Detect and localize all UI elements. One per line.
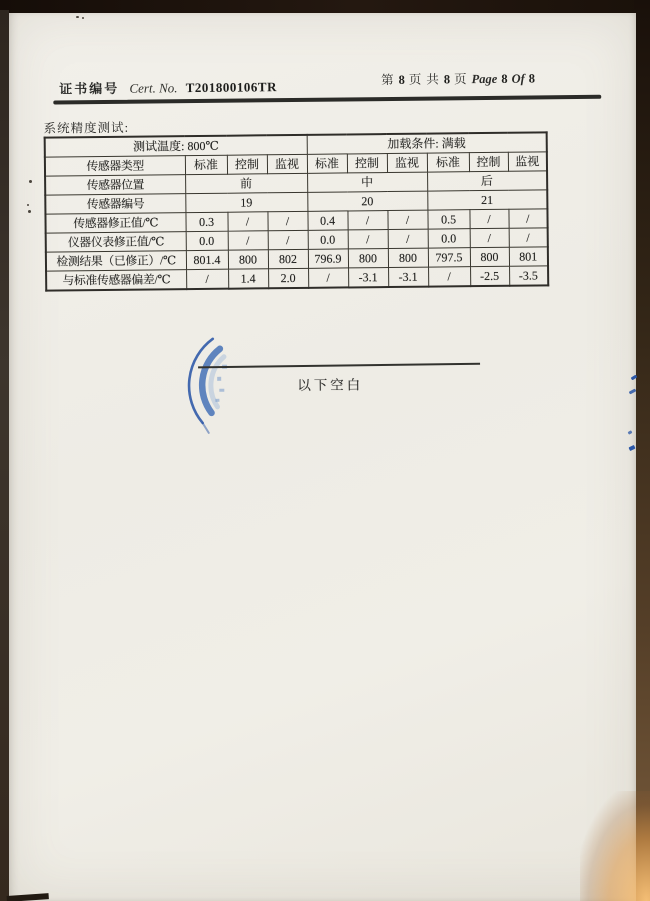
table-cell: / <box>268 230 308 249</box>
table-cell: 控制 <box>469 152 508 171</box>
table-cell: 监视 <box>387 153 427 172</box>
table-cell: 标准 <box>185 155 227 174</box>
page-content <box>4 6 640 901</box>
table-cell: -3.1 <box>348 268 388 288</box>
table-cell: 监视 <box>267 154 307 173</box>
table-cell: 19 <box>185 192 307 212</box>
dust-speck <box>28 210 31 213</box>
table-cell: 控制 <box>227 155 267 174</box>
table-cell: 801 <box>509 247 548 266</box>
table-cell: 后 <box>427 171 547 191</box>
table-cell: 800 <box>348 249 388 268</box>
page-info-segment: 第 <box>381 72 395 88</box>
table-cell: 2.0 <box>268 268 308 288</box>
paper-sheet <box>9 13 636 901</box>
table-cell: -2.5 <box>470 266 509 286</box>
table-cell: 1.4 <box>228 269 268 289</box>
table-cell: 中 <box>307 172 427 192</box>
dust-speck <box>76 16 79 18</box>
dust-speck <box>29 180 32 183</box>
table-cell: 加载条件: 满载 <box>307 132 547 154</box>
table-cell: 0.0 <box>308 230 348 249</box>
table-cell: / <box>470 228 509 247</box>
table-cell: 0.0 <box>186 231 228 250</box>
table-cell: 0.3 <box>185 212 227 231</box>
table-cell: / <box>267 211 307 230</box>
page-info-segment: 8 <box>443 72 451 87</box>
table-cell: 控制 <box>347 154 387 173</box>
table-cell: 0.0 <box>428 229 470 248</box>
row-label-cell: 传感器修正值/℃ <box>45 213 185 233</box>
page-info-segment: Page <box>471 71 498 87</box>
cert-label-zh: 证书编号 <box>59 80 120 97</box>
cert-label-en: Cert. No. <box>129 80 178 96</box>
table-cell: / <box>387 210 427 229</box>
table-cell: 800 <box>388 248 428 267</box>
page-info-segment: 8 <box>501 71 508 86</box>
table-cell: / <box>428 267 470 287</box>
table-cell: / <box>469 209 508 228</box>
page-info-segment: 共 <box>426 72 440 87</box>
table-cell: 20 <box>307 191 427 211</box>
table-cell: 前 <box>185 173 307 193</box>
section-title: 系统精度测试: <box>43 120 130 136</box>
page-info-segment: Of <box>511 71 525 86</box>
table-cell: / <box>509 228 548 247</box>
page-info-segment: 页 <box>408 72 423 87</box>
table-cell: 测试温度: 800℃ <box>45 135 307 157</box>
table-cell: 802 <box>268 249 308 268</box>
cert-number: T201800106TR <box>185 79 278 96</box>
page-number-info <box>381 68 581 88</box>
table-cell: / <box>348 230 388 249</box>
table-cell: 标准 <box>307 154 347 173</box>
page-info-segment: 8 <box>398 72 405 87</box>
row-label-cell: 传感器编号 <box>45 194 185 214</box>
blank-below-note: 以下空白 <box>297 377 364 393</box>
table-cell: 标准 <box>427 153 469 172</box>
dust-speck <box>27 204 29 206</box>
certificate-number-line <box>59 76 277 97</box>
table-cell: 801.4 <box>186 250 228 269</box>
table-cell: / <box>308 268 348 288</box>
table-cell: 796.9 <box>308 249 348 268</box>
table-cell: 监视 <box>508 152 547 171</box>
row-label-cell: 传感器位置 <box>45 175 185 195</box>
table-cell: 797.5 <box>428 248 470 267</box>
table-cell: -3.5 <box>509 266 548 286</box>
table-cell: 800 <box>228 250 268 269</box>
stamp-inner-glyphs <box>215 365 227 402</box>
page-info-segment: 8 <box>528 71 536 86</box>
row-label-cell: 与标准传感器偏差/℃ <box>46 270 186 291</box>
table-cell: / <box>347 211 387 230</box>
row-label-cell: 传感器类型 <box>45 156 185 176</box>
table-cell: / <box>388 229 428 248</box>
table-cell: / <box>508 209 547 228</box>
blue-seal-stamp <box>156 328 257 449</box>
table-cell: / <box>228 231 268 250</box>
table-cell: / <box>186 269 228 289</box>
row-label-cell: 检测结果（已修正）/℃ <box>46 251 186 271</box>
row-label-cell: 仪器仪表修正值/℃ <box>46 232 186 252</box>
page-info-segment: 页 <box>454 72 468 87</box>
table-cell: / <box>227 212 267 231</box>
table-cell: 800 <box>470 247 509 266</box>
system-accuracy-table <box>44 131 550 291</box>
table-cell: -3.1 <box>388 267 428 287</box>
table-cell: 0.5 <box>427 210 469 229</box>
table-cell: 21 <box>427 190 547 210</box>
dust-speck <box>82 17 84 19</box>
table-cell: 0.4 <box>307 211 347 230</box>
